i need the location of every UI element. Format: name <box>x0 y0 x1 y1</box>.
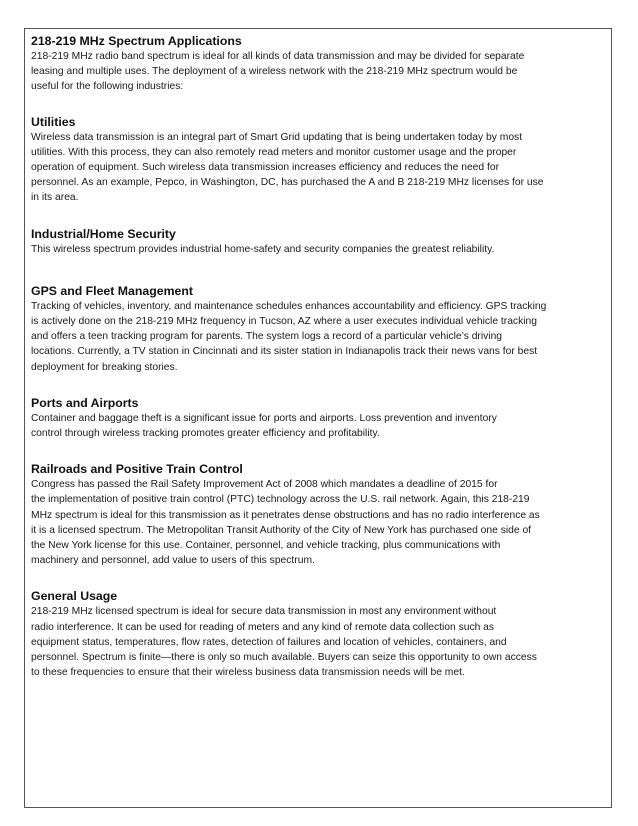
body-line: personnel. Spectrum is finite—there is only so much available. Buyers can seize this opportunity to own access <box>31 652 537 664</box>
body-line: equipment status, temperatures, flow rates, detection of failures and location of vehicles, containers, and <box>31 636 507 648</box>
body-line: deployment for breaking stories. <box>31 361 178 373</box>
body-line: operation of equipment. Such wireless data transmission increases efficiency and reduces the need for <box>31 162 500 174</box>
body-line: 218-219 MHz radio band spectrum is ideal for all kinds of data transmission and may be divided for separate <box>31 51 525 62</box>
section-body <box>31 299 605 375</box>
section-title: GPS and Fleet Management <box>31 283 193 298</box>
body-line: Container and baggage theft is a significant issue for ports and airports. Loss prevention and inventory <box>31 412 497 424</box>
section-railroads-ptc <box>31 461 605 568</box>
body-line: is actively done on the 218-219 MHz frequency in Tucson, AZ where a user executes individual vehicle tracking <box>31 316 537 328</box>
section-gps-fleet-management <box>31 283 605 375</box>
section-body <box>31 130 605 206</box>
body-line: it is a licensed spectrum. The Metropolitan Transit Authority of the City of New York has purchased one side of <box>31 524 532 536</box>
section-utilities <box>31 114 605 206</box>
body-line: and offers a teen tracking program for parents. The system logs a record of a particular vehicle’s driving <box>31 331 503 343</box>
body-line: Wireless data transmission is an integral part of Smart Grid updating that is being undertaken today by most <box>31 131 523 143</box>
body-line: radio interference. It can be used for reading of meters and any kind of remote data collection such as <box>31 621 495 633</box>
section-body <box>31 477 605 568</box>
body-line: control through wireless tracking promotes greater efficiency and profitability. <box>31 428 380 440</box>
body-line: 218-219 MHz licensed spectrum is ideal for secure data transmission in most any environment without <box>31 606 497 618</box>
body-line: useful for the following industries: <box>31 81 184 93</box>
body-line: machinery and personnel, add value to users of this spectrum. <box>31 555 315 567</box>
section-body <box>31 49 605 95</box>
body-line: personnel. As an example, Pepco, in Washington, DC, has purchased the A and B 218-219 MHz licenses for use <box>31 177 544 189</box>
body-line: Tracking of vehicles, inventory, and maintenance schedules enhances accountability and efficiency. GPS tracking <box>31 300 547 312</box>
section-body <box>31 242 605 257</box>
body-line: This wireless spectrum provides industrial home-safety and security companies the greatest reliability. <box>31 243 495 255</box>
section-title: 218-219 MHz Spectrum Applications <box>31 34 242 48</box>
section-title: Railroads and Positive Train Control <box>31 462 243 477</box>
body-line: Congress has passed the Rail Safety Improvement Act of 2008 which mandates a deadline of 2015 for <box>31 479 498 491</box>
body-line: the implementation of positive train control (PTC) technology across the U.S. rail network. Again, this 218-219 <box>31 494 530 506</box>
body-line: leasing and multiple uses. The deployment of a wireless network with the 218-219 MHz spectrum would be <box>31 66 518 78</box>
section-body <box>31 411 605 441</box>
section-ports-airports <box>31 395 605 441</box>
body-line: the New York license for this use. Container, personnel, and vehicle tracking, plus communications with <box>31 540 501 552</box>
body-line: to these frequencies to ensure that their wireless business data transmission needs will be met. <box>31 667 465 679</box>
section-industrial-home-security <box>31 226 605 257</box>
section-title: Utilities <box>31 114 76 129</box>
section-title: Industrial/Home Security <box>31 226 176 241</box>
section-title: General Usage <box>31 589 118 604</box>
section-spectrum-applications <box>31 33 605 95</box>
section-title: Ports and Airports <box>31 395 139 410</box>
section-body <box>31 604 605 680</box>
section-general-usage <box>31 588 605 680</box>
body-line: utilities. With this process, they can also remotely read meters and monitor customer usage and the proper <box>31 146 517 158</box>
body-line: in its area. <box>31 192 79 204</box>
document-frame <box>24 28 612 808</box>
body-line: MHz spectrum is ideal for this transmission as it penetrates dense obstructions and has no radio interference as <box>31 509 540 521</box>
body-line: locations. Currently, a TV station in Cincinnati and its sister station in Indianapolis track their news vans for best <box>31 346 538 358</box>
